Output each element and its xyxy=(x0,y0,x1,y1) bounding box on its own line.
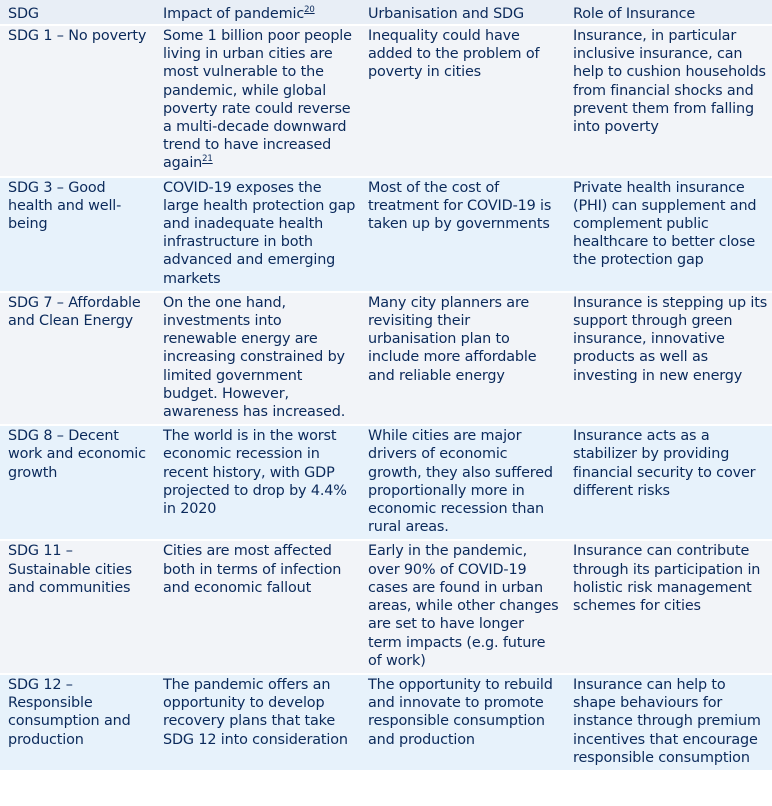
header-sdg: SDG xyxy=(8,6,39,22)
cell-insurance: Insurance acts as a stabilizer by providing financial security to cover different risks xyxy=(565,425,772,540)
cell-sdg: SDG 1 – No poverty xyxy=(0,25,155,177)
cell-impact xyxy=(155,25,360,177)
header-insurance: Role of Insurance xyxy=(573,6,696,22)
footnote-ref[interactable]: 20 xyxy=(304,5,315,16)
header-urbanisation: Urbanisation and SDG xyxy=(368,6,524,22)
table-row xyxy=(0,425,772,540)
table-row xyxy=(0,540,772,673)
table-row xyxy=(0,292,772,425)
cell-impact: COVID-19 exposes the large health protection gap and inadequate health infrastructure in both advanced and emerging markets xyxy=(155,177,360,292)
cell-insurance: Insurance, in particular inclusive insurance, can help to cushion households from financial shocks and prevent them from falling into poverty xyxy=(565,25,772,177)
cell-insurance: Insurance is stepping up its support through green insurance, innovative products as well as investing in new energy xyxy=(565,292,772,425)
table-row xyxy=(0,25,772,177)
cell-insurance: Insurance can help to shape behaviours for instance through premium incentives that encourage responsible consumption xyxy=(565,674,772,770)
cell-urbanisation: Inequality could have added to the problem of poverty in cities xyxy=(360,25,565,177)
table-row xyxy=(0,674,772,770)
cell-sdg: SDG 7 – Affordable and Clean Energy xyxy=(0,292,155,425)
cell-urbanisation: Early in the pandemic, over 90% of COVID-19 cases are found in urban areas, while other changes are set to have longer term impacts (e.g. future of work) xyxy=(360,540,565,673)
cell-insurance: Private health insurance (PHI) can supplement and complement public healthcare to better close the protection gap xyxy=(565,177,772,292)
footnote-ref[interactable]: 21 xyxy=(202,154,213,165)
cell-impact: The world is in the worst economic recession in recent history, with GDP projected to drop by 4.4% in 2020 xyxy=(155,425,360,540)
header-impact xyxy=(155,0,360,25)
cell-sdg: SDG 11 – Sustainable cities and communities xyxy=(0,540,155,673)
cell-impact: The pandemic offers an opportunity to develop recovery plans that take SDG 12 into consideration xyxy=(155,674,360,770)
cell-impact-text: Some 1 billion poor people living in urban cities are most vulnerable to the pandemic, while global poverty rate could reverse a multi-decade downward trend to have increased again xyxy=(163,28,352,172)
cell-urbanisation: Most of the cost of treatment for COVID-19 is taken up by governments xyxy=(360,177,565,292)
header-impact-label: Impact of pandemic xyxy=(163,6,305,22)
cell-sdg: SDG 12 – Responsible consumption and production xyxy=(0,674,155,770)
cell-insurance: Insurance can contribute through its participation in holistic risk management schemes for cities xyxy=(565,540,772,673)
cell-sdg: SDG 8 – Decent work and economic growth xyxy=(0,425,155,540)
table-row xyxy=(0,177,772,292)
table-header-row xyxy=(0,0,772,25)
cell-urbanisation: Many city planners are revisiting their urbanisation plan to include more affordable and reliable energy xyxy=(360,292,565,425)
cell-impact: Cities are most affected both in terms of infection and economic fallout xyxy=(155,540,360,673)
cell-impact: On the one hand, investments into renewable energy are increasing constrained by limited government budget. However, awareness has increased. xyxy=(155,292,360,425)
cell-urbanisation: While cities are major drivers of economic growth, they also suffered proportionally more in economic recession than rural areas. xyxy=(360,425,565,540)
cell-urbanisation: The opportunity to rebuild and innovate to promote responsible consumption and production xyxy=(360,674,565,770)
cell-sdg: SDG 3 – Good health and well-being xyxy=(0,177,155,292)
